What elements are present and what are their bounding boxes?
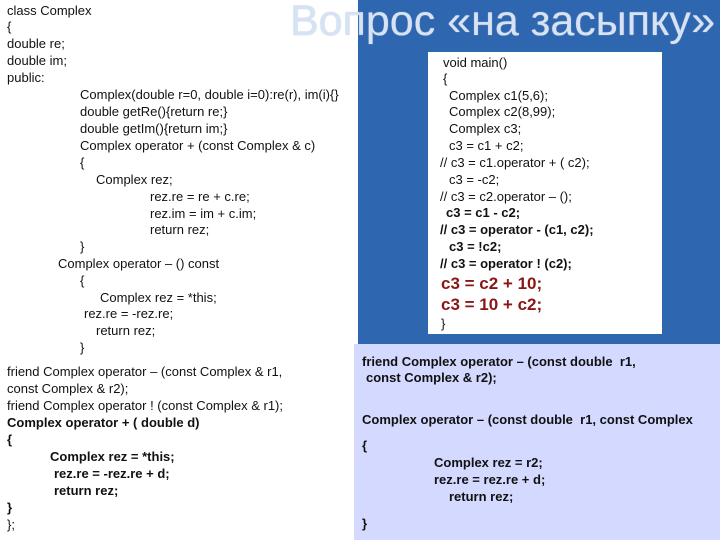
code-line: Complex rez = *this; [50,449,175,464]
friend-line: Complex rez = r2; [434,455,543,470]
code-line: Complex rez = *this; [100,290,217,305]
friend-line: Complex operator – (const double r1, const Complex [362,412,693,427]
highlight-line: c3 = 10 + c2; [441,295,543,314]
code-line: Complex rez; [96,172,173,187]
code-line: double im; [7,53,67,68]
highlight-line: c3 = c2 + 10; [441,274,543,293]
main-line: } [441,316,446,331]
code-line: return rez; [54,483,119,498]
main-line: c3 = c1 - c2; [446,205,521,220]
code-line: { [80,155,85,170]
code-line: const Complex & r2); [7,381,129,396]
code-line: return rez; [96,323,156,338]
code-line: rez.re = -rez.re + d; [54,466,170,481]
slide-title: Вопрос «на засыпку» [290,0,716,45]
code-line: Complex operator – () const [58,256,220,271]
code-line: public: [7,70,45,85]
main-line: { [443,71,448,86]
code-line: { [80,273,85,288]
code-line: } [7,500,13,515]
code-line: { [7,19,12,34]
main-line: Complex c1(5,6); [449,88,548,103]
friend-line: friend Complex operator – (const double r1, [362,354,636,369]
code-line: return rez; [150,222,210,237]
code-line: friend Complex operator – (const Complex & r1, [7,364,283,379]
main-line: void main() [443,55,508,70]
code-line: { [7,432,13,447]
code-line: } [80,340,85,355]
code-line: friend Complex operator ! (const Complex & r1); [7,398,283,413]
code-line: rez.re = re + c.re; [150,189,250,204]
code-line: Complex operator + ( double d) [7,415,200,430]
code-line: class Complex [7,3,92,18]
friend-line: } [362,516,368,531]
friend-line: { [362,438,368,453]
main-line: c3 = c1 + c2; [449,138,524,153]
code-line: rez.re = -rez.re; [84,306,174,321]
main-line: // c3 = c2.operator – (); [440,189,572,204]
friend-line: rez.re = rez.re + d; [434,472,546,487]
main-line: // c3 = operator ! (c2); [440,256,572,271]
code-line: Complex(double r=0, double i=0):re(r), im(i){} [80,87,339,102]
main-line: c3 = -c2; [449,172,500,187]
code-line: double re; [7,36,65,51]
friend-line: return rez; [449,489,514,504]
code-line: rez.im = im + c.im; [150,206,257,221]
friend-line: const Complex & r2); [366,370,497,385]
main-line: Complex c3; [449,121,522,136]
code-line: Complex operator + (const Complex & c) [80,138,316,153]
main-line: // c3 = operator - (c1, c2); [440,222,594,237]
main-line: Complex c2(8,99); [449,104,556,119]
code-line: double getRe(){return re;} [80,104,228,119]
code-line: double getIm(){return im;} [80,121,228,136]
code-line: } [80,239,85,254]
main-line: c3 = !c2; [449,239,502,254]
main-line: // c3 = c1.operator + ( c2); [440,155,590,170]
code-line: }; [7,517,15,532]
